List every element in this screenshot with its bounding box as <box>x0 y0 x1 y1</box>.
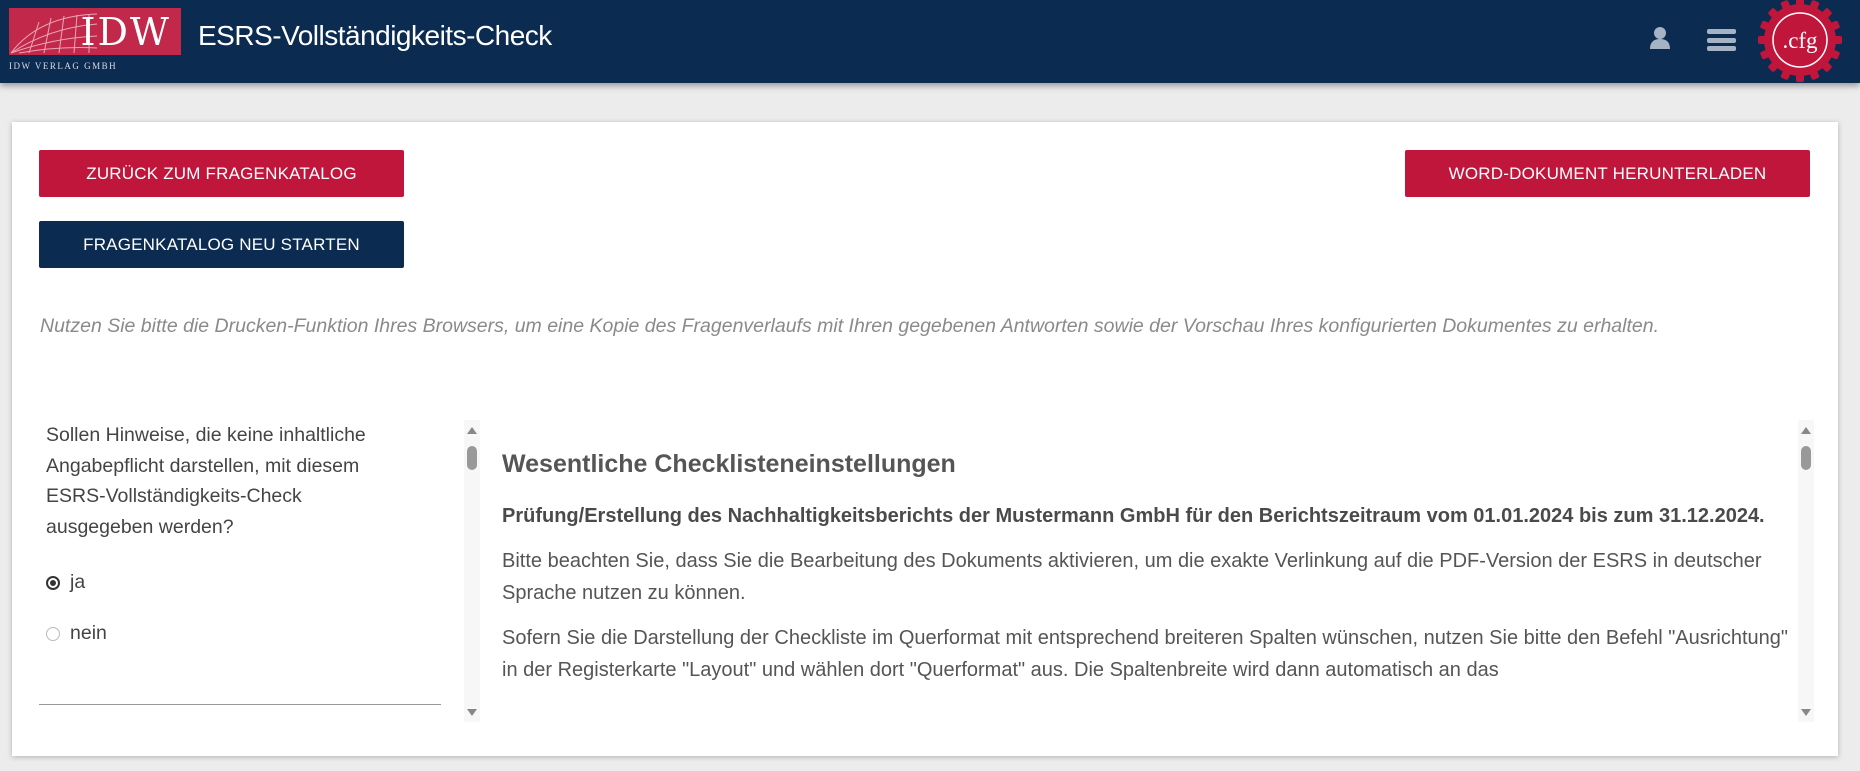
radio-nein[interactable] <box>46 622 107 645</box>
preview-paragraph: Prüfung/Erstellung des Nachhaltigkeitsberichts der Mustermann GmbH für den Berichtszeitraum vom 01.01.2024 bis zum 31.12.2024. <box>502 505 1765 527</box>
main-card <box>12 122 1838 756</box>
cfg-gear-badge[interactable] <box>1756 0 1844 84</box>
scroll-up-arrow-icon[interactable] <box>467 427 477 434</box>
scroll-up-arrow-icon[interactable] <box>1801 427 1811 434</box>
back-to-catalog-button[interactable]: ZURÜCK ZUM FRAGENKATALOG <box>39 150 404 197</box>
scroll-thumb[interactable] <box>1801 446 1811 470</box>
cfg-badge-text: .cfg <box>1782 28 1818 53</box>
right-scrollbar[interactable] <box>1798 420 1814 722</box>
divider <box>39 704 441 705</box>
preview-heading: Wesentliche Checklisteneinstellungen <box>502 450 956 478</box>
radio-label: ja <box>70 571 86 593</box>
app-title: ESRS-Vollständigkeits-Check <box>198 20 552 51</box>
user-icon[interactable] <box>1649 26 1671 50</box>
download-word-button[interactable]: WORD-DOKUMENT HERUNTERLADEN <box>1405 150 1810 197</box>
document-preview <box>502 420 1792 722</box>
scroll-thumb[interactable] <box>467 446 477 470</box>
question-text: Sollen Hinweise, die keine inhaltliche Angabepflicht darstellen, mit diesem ESRS-Vollständigkeits-Check ausgegeben werden? <box>46 424 366 538</box>
radio-ja[interactable] <box>46 571 85 594</box>
idw-logo[interactable] <box>9 8 181 55</box>
restart-catalog-button[interactable]: FRAGENKATALOG NEU STARTEN <box>39 221 404 268</box>
logo-text: IDW <box>80 10 171 54</box>
logo-subtitle: IDW VERLAG GMBH <box>9 61 118 71</box>
radio-button-unchecked[interactable] <box>46 627 60 641</box>
radio-label: nein <box>70 622 107 644</box>
preview-paragraph: Bitte beachten Sie, dass Sie die Bearbeitung des Dokuments aktivieren, um die exakte Verlinkung auf die PDF-Version der ESRS in deutscher Sprache nutzen zu können. <box>502 550 1762 604</box>
radio-button-checked[interactable] <box>46 576 60 590</box>
scroll-down-arrow-icon[interactable] <box>1801 709 1811 716</box>
left-scrollbar[interactable] <box>464 420 480 722</box>
print-hint: Nutzen Sie bitte die Drucken-Funktion Ihres Browsers, um eine Kopie des Fragenverlaufs mit Ihren gegebenen Antworten sowie der Vorschau Ihres konfigurierten Dokumentes zu erhalten. <box>40 315 1659 337</box>
preview-paragraph: Sofern Sie die Darstellung der Checkliste im Querformat mit entsprechend breiteren Spalten wünschen, nutzen Sie bitte den Befehl "Ausrichtung" in der Registerkarte "Layout" und wählen dort "Querformat" aus. Die Spaltenbreite wird dann automatisch an das <box>502 627 1789 681</box>
scroll-down-arrow-icon[interactable] <box>467 709 477 716</box>
app-header <box>0 0 1860 83</box>
hamburger-menu-icon[interactable] <box>1707 29 1736 51</box>
